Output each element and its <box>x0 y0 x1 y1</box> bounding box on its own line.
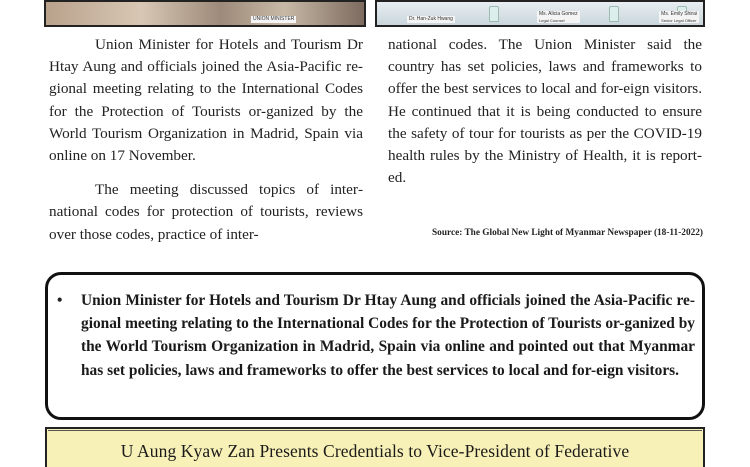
meeting-photo-right <box>375 0 705 27</box>
article-paragraph-2: The meeting discussed topics of international codes for protection of tourists, reviews over those codes, practice of inter- <box>49 181 363 243</box>
summary-box <box>45 272 705 420</box>
article-paragraph-1: Union Minister for Hotels and Tourism Dr Htay Aung and officials joined the Asia-Pacific re-gional meeting relating to the International Codes for the Protection of Tourists or-ganized by the World Tourism Organization in Madrid, Spain via online on 17 November. <box>49 36 363 165</box>
nameplate-3: Ms. Emily Shirai Senior Legal Officer <box>661 11 697 23</box>
nameplate-2: Ms. Alicia Gomez Legal Counsel <box>539 11 578 23</box>
nameplate-1: Dr. Han-Zuk Hwang <box>409 16 453 22</box>
water-bottle-icon <box>609 6 619 22</box>
next-article-header <box>45 427 705 467</box>
summary-text: Union Minister for Hotels and Tourism Dr Htay Aung and officials joined the Asia-Pacific re-gional meeting relating to the International Codes for the Protection of Tourists or-ganized by the World Tourism Organization in Madrid, Spain via online and pointed out that Myanmar has set policies, laws and frameworks to offer the best services to local and for-eign visitors. <box>81 292 695 379</box>
article-source: Source: The Global New Light of Myanmar Newspaper (18-11-2022) <box>432 228 703 238</box>
nameplate-union-minister: UNION MINISTER <box>253 16 295 22</box>
water-bottle-icon <box>489 6 499 22</box>
meeting-photo-left <box>44 0 366 27</box>
article-column-right <box>388 34 702 189</box>
article-column-left <box>49 34 363 246</box>
next-article-headline: U Aung Kyaw Zan Presents Credentials to Vice-President of Federative <box>120 441 630 461</box>
bullet-icon: • <box>57 292 63 309</box>
article-paragraph-3: national codes. The Union Minister said the country has set policies, laws and frameworks to offer the best services to local and for-eign visitors. He continued that it is being conducted to ensure the safety of tour for tourists as per the COVID-19 health rules by the Ministry of Health, it is reported. <box>388 36 702 187</box>
